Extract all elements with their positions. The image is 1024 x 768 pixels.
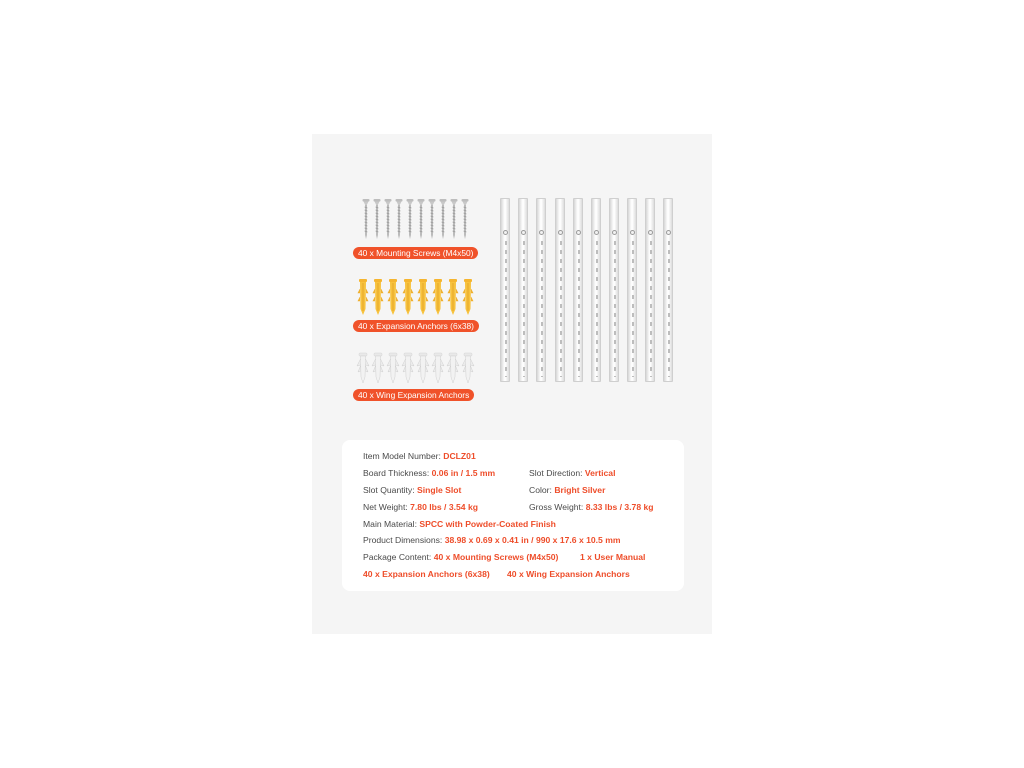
expansion-anchors-icon — [344, 277, 484, 317]
spec-material — [363, 519, 556, 529]
mounting-screws-icon — [358, 198, 478, 240]
spec-color — [529, 485, 605, 495]
wing-anchors-label: 40 x Wing Expansion Anchors — [353, 389, 474, 401]
spec-label: Slot Quantity: — [363, 485, 417, 495]
wing-anchors-icon — [344, 351, 484, 385]
rail — [645, 198, 655, 382]
spec-package-anchors — [363, 569, 490, 579]
rail — [536, 198, 546, 382]
spec-slot-direction — [529, 468, 615, 478]
spec-card — [342, 440, 684, 591]
spec-label: Product Dimensions: — [363, 535, 445, 545]
spec-value: Bright Silver — [554, 485, 606, 495]
spec-label: Item Model Number: — [363, 451, 444, 461]
spec-package-wing — [507, 569, 630, 579]
rail — [573, 198, 583, 382]
shelf-rails — [500, 198, 673, 384]
spec-package-manual — [580, 552, 645, 562]
spec-label: Color: — [529, 485, 555, 495]
expansion-anchors-label: 40 x Expansion Anchors (6x38) — [353, 320, 479, 332]
spec-label: Package Content: — [363, 552, 434, 562]
spec-value: SPCC with Powder-Coated Finish — [419, 519, 556, 529]
package-item: 40 x Mounting Screws (M4x50) — [433, 552, 559, 562]
mounting-screws-label: 40 x Mounting Screws (M4x50) — [353, 247, 478, 259]
rail — [627, 198, 637, 382]
spec-dimensions — [363, 535, 621, 545]
rail — [518, 198, 528, 382]
spec-label: Main Material: — [363, 519, 420, 529]
anchors-image — [344, 277, 484, 322]
spec-label: Gross Weight: — [529, 502, 586, 512]
spec-slot-quantity — [363, 485, 461, 495]
spec-label: Net Weight: — [363, 502, 411, 512]
spec-model — [363, 451, 476, 461]
package-item: 40 x Expansion Anchors (6x38) — [363, 569, 490, 579]
wing-anchors-image — [344, 351, 484, 390]
screws-image — [358, 198, 478, 245]
spec-net-weight — [363, 502, 478, 512]
spec-value: 8.33 lbs / 3.78 kg — [585, 502, 654, 512]
rail — [591, 198, 601, 382]
spec-gross-weight — [529, 502, 654, 512]
spec-value: 7.80 lbs / 3.54 kg — [410, 502, 478, 512]
rail — [555, 198, 565, 382]
spec-thickness — [363, 468, 495, 478]
package-item: 1 x User Manual — [580, 552, 646, 562]
rail — [500, 198, 510, 382]
rail — [609, 198, 619, 382]
spec-value: Vertical — [584, 468, 616, 478]
spec-label: Slot Direction: — [529, 468, 585, 478]
spec-value: DCLZ01 — [443, 451, 476, 461]
spec-value: 38.98 x 0.69 x 0.41 in / 990 x 17.6 x 10.5 mm — [444, 535, 621, 545]
spec-label: Board Thickness: — [363, 468, 432, 478]
rail — [663, 198, 673, 382]
package-item: 40 x Wing Expansion Anchors — [507, 569, 630, 579]
spec-package — [363, 552, 558, 562]
spec-value: 0.06 in / 1.5 mm — [431, 468, 496, 478]
spec-value: Single Slot — [416, 485, 462, 495]
